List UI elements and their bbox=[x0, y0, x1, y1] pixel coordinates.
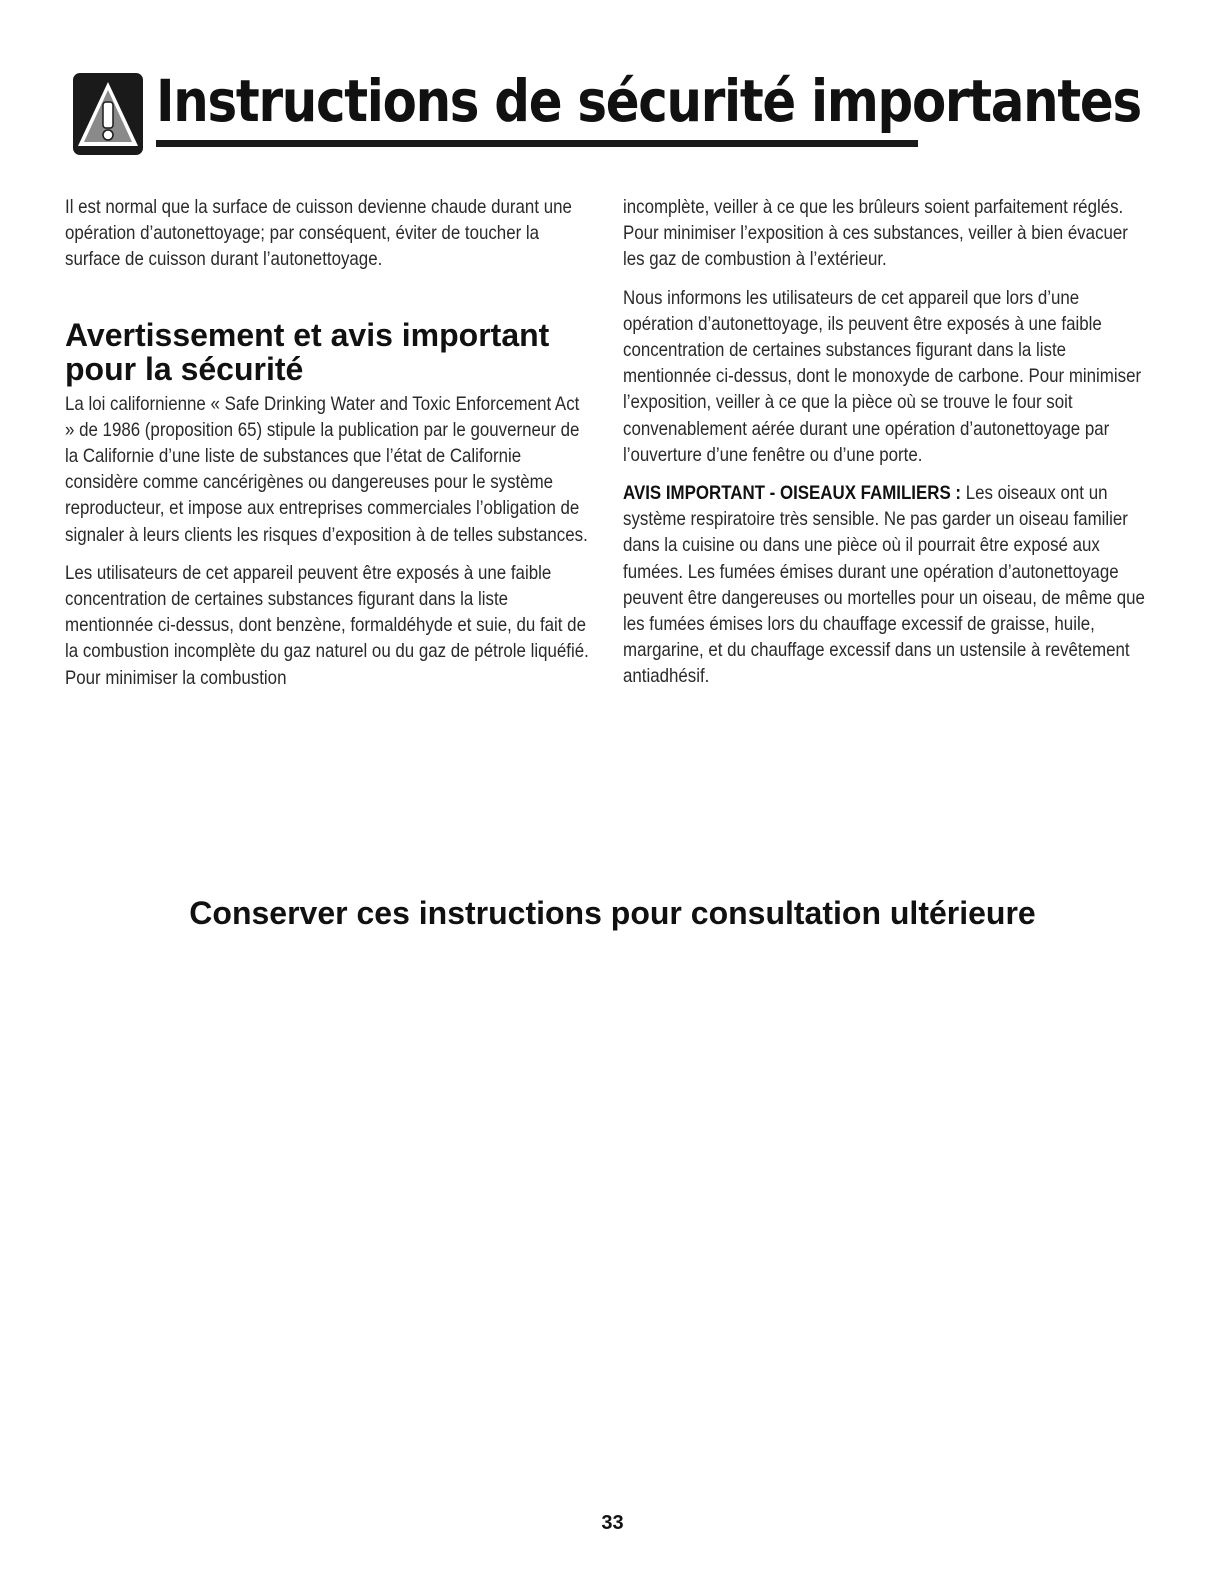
notice-body: Les oiseaux ont un système respiratoire très sensible. Ne pas garder un oiseau familier dans la cuisine ou dans une pièce où il pourrait être exposé aux fumées. Les fumées émises durant une opération d’autonettoyage peuvent être dangereuses ou mortelles pour un oiseau, de même que les fumées émises lors du chauffage excessif de graisse, huile, margarine, et du chauffage excessif dans un ustensile à revêtement antiadhésif. bbox=[623, 483, 1145, 688]
page-title: Instructions de sécurité importantes bbox=[156, 67, 1141, 135]
right-column bbox=[623, 195, 1148, 703]
pet-bird-notice bbox=[623, 481, 1148, 691]
section-heading: Avertissement et avis important pour la sécurité bbox=[65, 316, 550, 387]
prop65-paragraph: La loi californienne « Safe Drinking Water and Toxic Enforcement Act » de 1986 (proposition 65) stipule la publication par le gouverneur de la Californie d’une liste de substances que l’état de Californie considère comme cancérigènes ou dangereuses pour le système reproducteur, et impose aux entreprises commerciales l’obligation de signaler à leurs clients les risques d’exposition à de telles substances. bbox=[65, 393, 588, 546]
save-instructions-note: Conserver ces instructions pour consultation ultérieure bbox=[189, 895, 1036, 931]
burner-paragraph: incomplète, veiller à ce que les brûleurs soient parfaitement réglés. Pour minimiser l’exposition à ces substances, veiller à bien évacuer les gaz de combustion à l’extérieur. bbox=[623, 197, 1128, 271]
page-number: 33 bbox=[601, 1512, 624, 1534]
warning-triangle-icon bbox=[72, 72, 144, 156]
self-clean-paragraph: Nous informons les utilisateurs de cet appareil que lors d’une opération d’autonettoyage, ils peuvent être exposés à une faible concentration de certaines substances figurant dans la liste mentionnée ci-dessus, dont le monoxyde de carbone. Pour minimiser l’exposition, veiller à ce que la pièce où se trouve le four soit convenablement aérée durant une opération d’autonettoyage par l’ouverture d’une fenêtre ou d’une porte. bbox=[623, 287, 1142, 466]
title-underline bbox=[156, 140, 918, 147]
page-header bbox=[72, 62, 1141, 157]
left-column bbox=[65, 195, 590, 704]
exposure-paragraph: Les utilisateurs de cet appareil peuvent être exposés à une faible concentration de certaines substances figurant dans la liste mentionnée ci-dessus, dont benzène, formaldéhyde et suie, du fait de la combustion incomplète du gaz naturel ou du gaz de pétrole liquéfié. Pour minimiser la combustion bbox=[65, 562, 589, 689]
notice-lead: AVIS IMPORTANT - OISEAUX FAMILIERS : bbox=[623, 483, 962, 505]
intro-paragraph: Il est normal que la surface de cuisson devienne chaude durant une opération d’autonettoyage; par conséquent, éviter de toucher la surface de cuisson durant l’autonettoyage. bbox=[65, 197, 572, 271]
